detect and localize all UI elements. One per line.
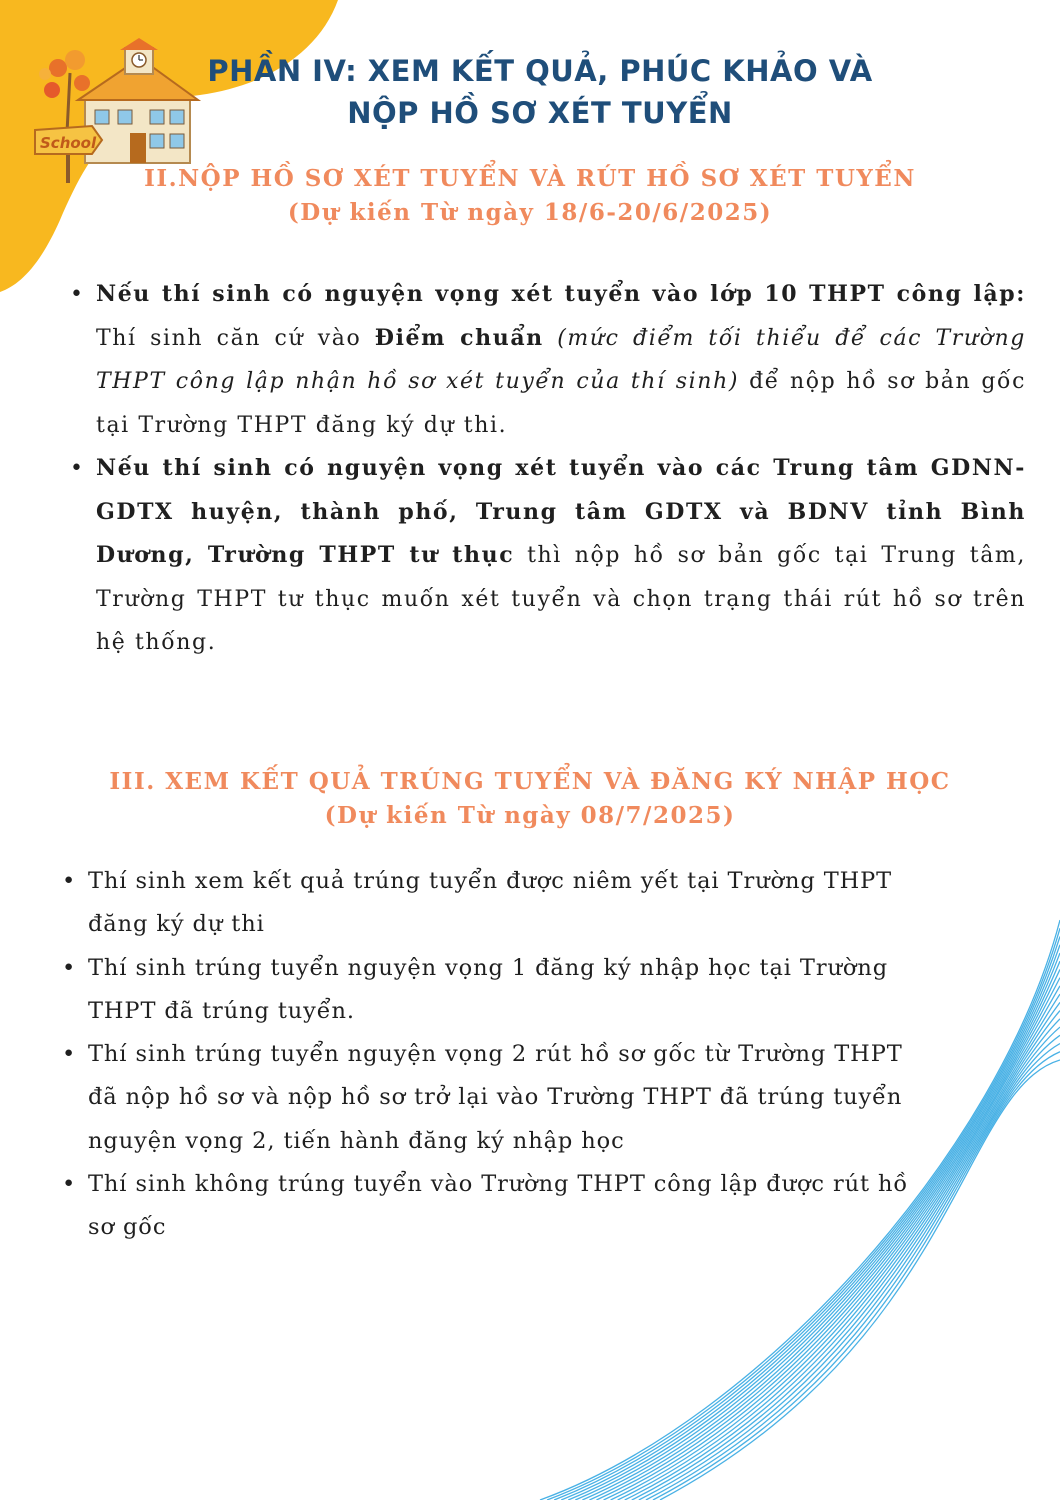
logo-sign-text: School <box>40 134 97 152</box>
list-item-line: THPT đã trúng tuyển. <box>88 997 355 1024</box>
section-2-date: (Dự kiến Từ ngày 18/6-20/6/2025) <box>287 199 773 226</box>
page-title-line1: PHẦN IV: XEM KẾT QUẢ, PHÚC KHẢO VÀ <box>207 54 873 88</box>
section-2-heading <box>60 162 1000 230</box>
bullet-icon: • <box>70 456 85 481</box>
list-item <box>68 447 1026 665</box>
list-item-line: Thí sinh xem kết quả trúng tuyển được niêm yết tại Trường THPT <box>88 868 893 894</box>
list-item-line: Thí sinh trúng tuyển nguyện vọng 2 rút hồ sơ gốc từ Trường THPT <box>88 1041 903 1068</box>
page-title-line2: NỘP HỒ SƠ XÉT TUYỂN <box>347 96 733 130</box>
bullet-icon: • <box>62 868 77 894</box>
section-2-title: II.NỘP HỒ SƠ XÉT TUYỂN VÀ RÚT HỒ SƠ XÉT TUYỂN <box>144 165 916 192</box>
section-3-heading <box>60 765 1000 833</box>
list-item <box>60 860 1020 947</box>
section-2-list <box>68 273 1026 665</box>
list-item-line: đã nộp hồ sơ và nộp hồ sơ trở lại vào Trường THPT đã trúng tuyển <box>88 1084 903 1111</box>
page-title <box>170 50 910 134</box>
bullet-icon: • <box>62 1171 77 1198</box>
item-bold-lead: Nếu thí sinh có nguyện vọng xét tuyển vào các Trung tâm GDNN-GDTX huyện, thành phố, Trung tâm GDTX và BDNV tỉnh Bình Dương, Trường THPT tư thục <box>96 455 1026 568</box>
bullet-icon: • <box>62 954 77 981</box>
list-item <box>60 1033 1020 1163</box>
list-item-line: Thí sinh trúng tuyển nguyện vọng 1 đăng ký nhập học tại Trường <box>88 954 889 981</box>
item-bold-term: Điểm chuẩn <box>374 324 544 351</box>
list-item-line: Thí sinh không trúng tuyển vào Trường THPT công lập được rút hồ <box>88 1171 909 1198</box>
list-item <box>60 1163 1020 1250</box>
flower-tree-icon <box>39 50 90 133</box>
item-italic-note: (mức điểm tối thiểu để các Trường THPT công lập nhận hồ sơ xét tuyển của thí sinh) <box>96 325 1026 394</box>
bullet-icon: • <box>62 1041 77 1068</box>
item-text: Thí sinh căn cứ vào <box>96 325 375 351</box>
list-item <box>60 947 1020 1034</box>
section-3-list <box>60 860 1020 1250</box>
item-text: để nộp hồ sơ bản gốc tại Trường THPT đăng ký dự thi. <box>96 369 1027 438</box>
list-item <box>68 273 1026 447</box>
list-item-line: đăng ký dự thi <box>88 911 265 938</box>
item-bold-lead: Nếu thí sinh có nguyện vọng xét tuyển vào lớp 10 THPT công lập: <box>96 281 1026 307</box>
section-3-title: III. XEM KẾT QUẢ TRÚNG TUYỂN VÀ ĐĂNG KÝ NHẬP HỌC <box>109 768 951 795</box>
section-3-date: (Dự kiến Từ ngày 08/7/2025) <box>324 802 736 829</box>
item-text: thì nộp hồ sơ bản gốc tại Trung tâm, Trường THPT tư thục muốn xét tuyển và chọn trạng thái rút hồ sơ trên hệ thống. <box>96 543 1026 655</box>
list-item-line: sơ gốc <box>88 1214 167 1241</box>
bullet-icon: • <box>70 282 85 307</box>
list-item-line: nguyện vọng 2, tiến hành đăng ký nhập học <box>88 1127 625 1154</box>
